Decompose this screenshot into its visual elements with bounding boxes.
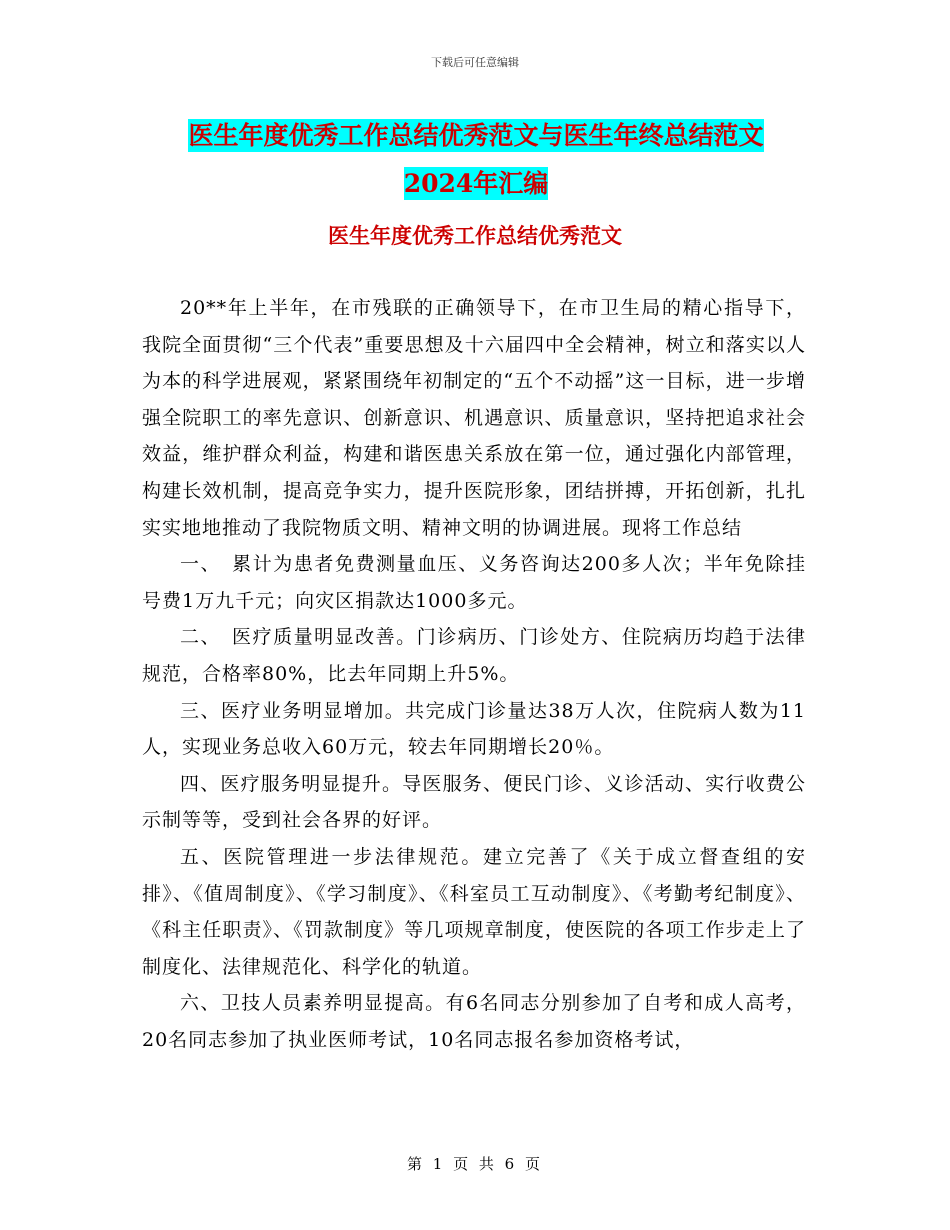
document-body: [142, 290, 806, 1058]
body-paragraph-item-3: 三、医疗业务明显增加。共完成门诊量达38万人次，住院病人数为11人，实现业务总收入60万元，较去年同期增长20％。: [142, 699, 806, 759]
section-title: 医生年度优秀工作总结优秀范文: [328, 223, 622, 248]
body-paragraph-item-4: 四、医疗服务明显提升。导医服务、便民门诊、义诊活动、实行收费公示制等等，受到社会各界的好评。: [142, 772, 806, 832]
body-paragraph-intro: 20**年上半年，在市残联的正确领导下，在市卫生局的精心指导下，我院全面贯彻“三个代表”重要思想及十六届四中全会精神，树立和落实以人为本的科学进展观，紧紧围绕年初制定的“五个不动摇”这一目标，进一步增强全院职工的率先意识、创新意识、机遇意识、质量意识，坚持把追求社会效益，维护群众利益，构建和谐医患关系放在第一位，通过强化内部管理，构建长效机制，提高竞争实力，提升医院形象，团结拼搏，开拓创新，扎扎实实地地推动了我院物质文明、精神文明的协调进展。现将工作总结: [142, 297, 806, 539]
document-title: [142, 112, 810, 208]
body-paragraph-item-2: 二、 医疗质量明显改善。门诊病历、门诊处方、住院病历均趋于法律规范，合格率80%，比去年同期上升5%。: [142, 626, 806, 685]
body-paragraph-item-5: 五、医院管理进一步法律规范。建立完善了《关于成立督查组的安排》、《值周制度》、《学习制度》、《科室员工互动制度》、《考勤考纪制度》、《科主任职责》、《罚款制度》等几项规章制度，使医院的各项工作步走上了制度化、法律规范化、科学化的轨道。: [142, 845, 806, 978]
body-paragraph-item-1: 一、 累计为患者免费测量血压、义务咨询达200多人次；半年免除挂号费1万九千元；向灾区捐款达1000多元。: [142, 553, 806, 612]
document-title-line-1: 医生年度优秀工作总结优秀范文与医生年终总结范文: [188, 121, 764, 150]
page-number: 第 1 页 共 6 页: [407, 1155, 543, 1173]
body-paragraph-item-6: 六、卫技人员素养明显提高。有6名同志分别参加了自考和成人高考，20名同志参加了执业医师考试，10名同志报名参加资格考试，: [142, 992, 806, 1051]
document-title-line-2: 2024年汇编: [403, 169, 549, 198]
page-header-note: 下载后可任意编辑: [431, 56, 519, 69]
